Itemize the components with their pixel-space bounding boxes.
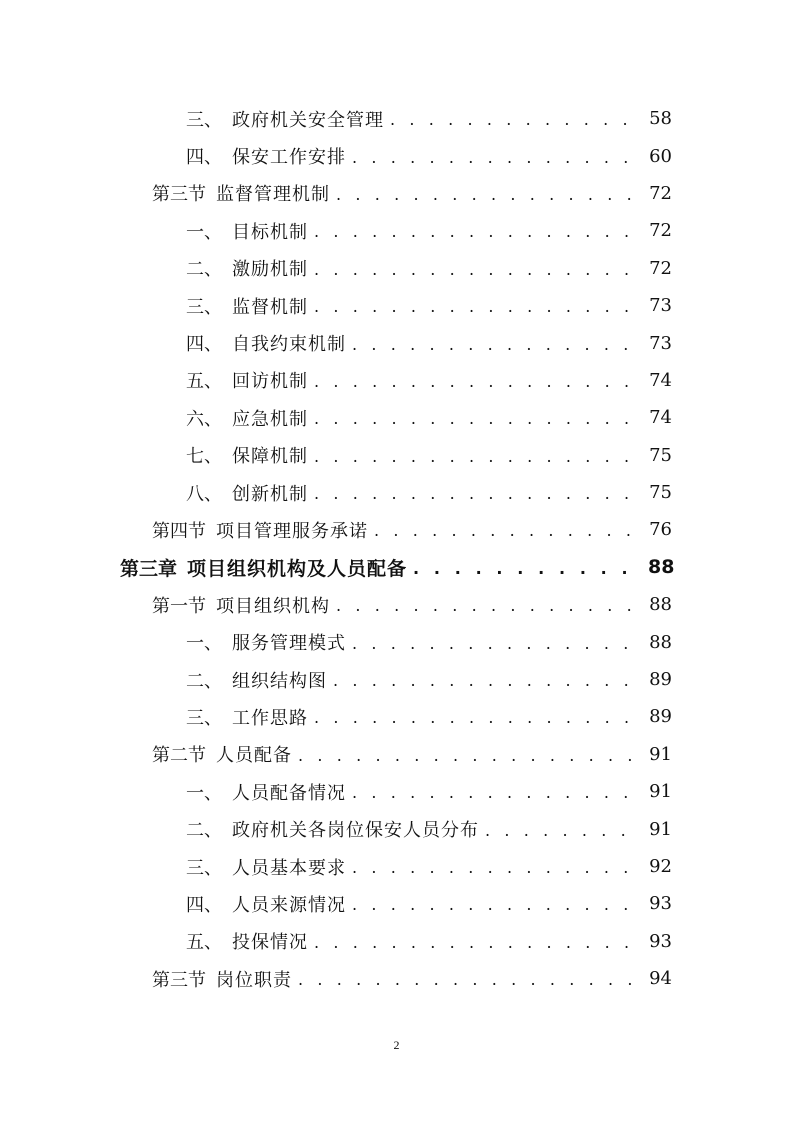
table-of-contents (0, 100, 793, 997)
toc-subsection-entry[interactable] (0, 437, 793, 474)
toc-entry-title: 政府机关各岗位保安人员分布 (232, 820, 479, 842)
toc-entry-number: 六、 (186, 408, 222, 430)
toc-page-number: 58 (649, 108, 672, 130)
toc-chapter-entry[interactable] (0, 549, 793, 586)
toc-subsection-entry[interactable] (0, 848, 793, 885)
toc-subsection-entry[interactable] (0, 923, 793, 960)
toc-dot-leader (314, 260, 640, 279)
toc-subsection-entry[interactable] (0, 287, 793, 324)
toc-dot-leader (314, 222, 640, 241)
toc-entry-title: 保安工作安排 (232, 147, 346, 169)
toc-entry-number: 第三节 (152, 184, 206, 206)
toc-page-number: 92 (649, 856, 672, 877)
toc-page-number: 72 (649, 257, 672, 279)
toc-entry-number: 四、 (186, 334, 222, 356)
toc-dot-leader (314, 447, 640, 466)
toc-section-entry[interactable] (0, 960, 793, 997)
toc-page-number: 91 (649, 781, 672, 803)
toc-page-number: 88 (649, 594, 672, 616)
toc-entry-title: 人员配备 (216, 745, 292, 767)
toc-dot-leader (352, 634, 640, 653)
toc-entry-title: 政府机关安全管理 (232, 109, 384, 131)
toc-dot-leader (298, 970, 640, 989)
toc-dot-leader (413, 559, 640, 578)
toc-entry-number: 第三章 (120, 557, 178, 580)
toc-dot-leader (352, 783, 640, 802)
toc-subsection-entry[interactable] (0, 885, 793, 922)
toc-subsection-entry[interactable] (0, 324, 793, 361)
toc-page-number: 91 (649, 818, 672, 840)
toc-page-number: 73 (649, 332, 672, 354)
toc-page-number: 89 (649, 669, 672, 691)
toc-dot-leader (374, 521, 640, 540)
toc-subsection-entry[interactable] (0, 362, 793, 399)
toc-entry-number: 第一节 (152, 595, 206, 617)
toc-subsection-entry[interactable] (0, 212, 793, 249)
toc-entry-title: 监督机制 (232, 296, 308, 318)
toc-dot-leader (352, 148, 640, 167)
toc-section-entry[interactable] (0, 175, 793, 212)
toc-entry-number: 第二节 (152, 745, 206, 767)
toc-page-number: 73 (649, 295, 672, 317)
toc-page-number: 88 (648, 556, 675, 579)
toc-entry-number: 四、 (186, 894, 222, 916)
toc-page-number: 76 (649, 519, 672, 541)
toc-entry-title: 投保情况 (232, 932, 308, 954)
toc-entry-title: 保障机制 (232, 446, 308, 468)
toc-dot-leader (314, 933, 640, 952)
toc-entry-title: 工作思路 (232, 707, 308, 729)
toc-page-number: 72 (649, 220, 672, 242)
toc-entry-title: 监督管理机制 (216, 184, 330, 206)
toc-entry-number: 三、 (186, 109, 222, 131)
toc-page-number: 72 (649, 182, 672, 204)
toc-entry-title: 人员基本要求 (232, 857, 346, 879)
page-number: 2 (393, 1038, 400, 1052)
toc-entry-number: 二、 (186, 820, 222, 842)
toc-entry-number: 第三节 (152, 969, 206, 991)
toc-entry-title: 项目管理服务承诺 (216, 520, 368, 542)
toc-entry-title: 目标机制 (232, 221, 308, 243)
toc-entry-title: 回访机制 (232, 371, 308, 393)
toc-page-number: 74 (649, 407, 672, 429)
toc-page-number: 93 (649, 930, 672, 952)
toc-entry-number: 五、 (186, 932, 222, 954)
toc-section-entry[interactable] (0, 586, 793, 623)
toc-entry-number: 二、 (186, 259, 222, 281)
toc-dot-leader (298, 746, 640, 765)
toc-entry-number: 四、 (186, 147, 222, 169)
toc-subsection-entry[interactable] (0, 623, 793, 660)
toc-entry-title: 服务管理模式 (232, 633, 346, 655)
toc-dot-leader (485, 821, 640, 840)
toc-subsection-entry[interactable] (0, 661, 793, 698)
toc-entry-title: 人员来源情况 (232, 894, 346, 916)
toc-dot-leader (314, 297, 640, 316)
toc-entry-number: 五、 (186, 371, 222, 393)
toc-entry-number: 八、 (186, 483, 222, 505)
toc-page-number: 88 (649, 631, 672, 653)
toc-entry-title: 应急机制 (232, 408, 308, 430)
toc-subsection-entry[interactable] (0, 810, 793, 847)
toc-subsection-entry[interactable] (0, 250, 793, 287)
toc-entry-number: 一、 (186, 782, 222, 804)
toc-subsection-entry[interactable] (0, 474, 793, 511)
toc-dot-leader (352, 895, 640, 914)
toc-dot-leader (390, 110, 640, 129)
toc-dot-leader (352, 335, 640, 354)
toc-page-number: 75 (649, 482, 672, 504)
toc-entry-number: 三、 (186, 707, 222, 729)
toc-page-number: 91 (649, 743, 672, 765)
toc-subsection-entry[interactable] (0, 137, 793, 174)
toc-section-entry[interactable] (0, 736, 793, 773)
toc-entry-number: 二、 (186, 670, 222, 692)
toc-entry-number: 一、 (186, 221, 222, 243)
toc-dot-leader (314, 409, 640, 428)
toc-dot-leader (336, 185, 640, 204)
toc-subsection-entry[interactable] (0, 100, 793, 137)
toc-entry-number: 三、 (186, 296, 222, 318)
toc-entry-title: 项目组织机构及人员配备 (187, 557, 408, 580)
toc-subsection-entry[interactable] (0, 698, 793, 735)
toc-dot-leader (314, 484, 640, 503)
toc-entry-title: 项目组织机构 (216, 595, 330, 617)
toc-dot-leader (336, 596, 640, 615)
toc-dot-leader (333, 671, 640, 690)
toc-page-number: 74 (649, 369, 672, 391)
toc-entry-number: 一、 (186, 633, 222, 655)
toc-entry-title: 自我约束机制 (232, 334, 346, 356)
toc-entry-title: 激励机制 (232, 259, 308, 281)
toc-entry-title: 岗位职责 (216, 969, 292, 991)
toc-entry-number: 第四节 (152, 520, 206, 542)
toc-subsection-entry[interactable] (0, 399, 793, 436)
toc-page-number: 94 (649, 968, 672, 990)
toc-page-number: 93 (649, 893, 672, 915)
toc-entry-title: 组织结构图 (232, 670, 327, 692)
toc-page-number: 75 (649, 444, 672, 466)
toc-subsection-entry[interactable] (0, 773, 793, 810)
toc-entry-title: 创新机制 (232, 483, 308, 505)
toc-dot-leader (352, 858, 640, 877)
toc-page-number: 89 (649, 706, 672, 728)
toc-entry-number: 七、 (186, 446, 222, 468)
toc-section-entry[interactable] (0, 511, 793, 548)
toc-dot-leader (314, 372, 640, 391)
toc-entry-number: 三、 (186, 857, 222, 879)
toc-page-number: 60 (649, 145, 672, 167)
toc-entry-title: 人员配备情况 (232, 782, 346, 804)
toc-dot-leader (314, 708, 640, 727)
